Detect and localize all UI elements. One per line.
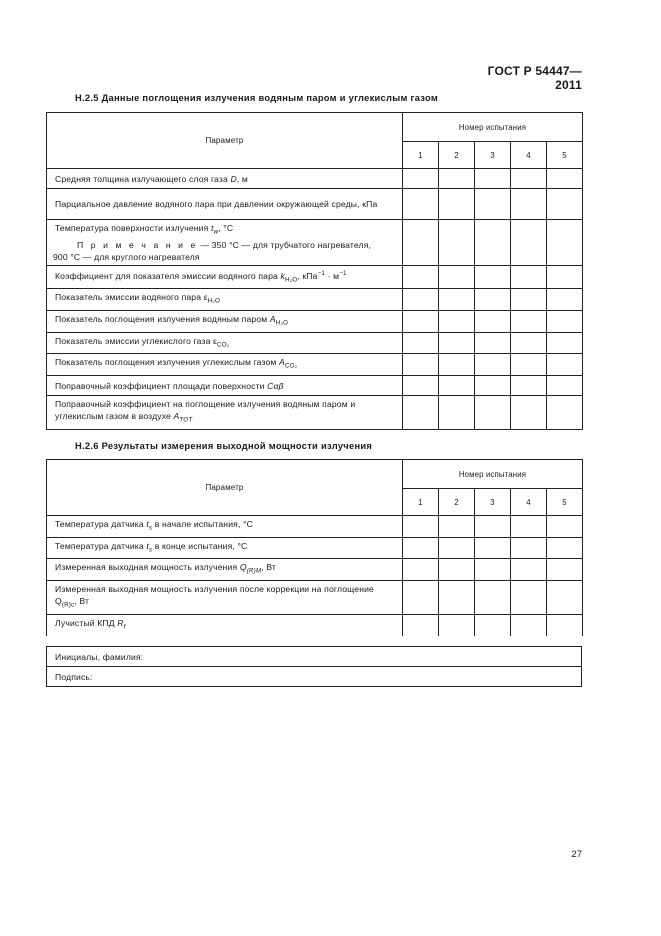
input-cell[interactable] (439, 396, 475, 430)
table-row (47, 354, 583, 376)
input-cell[interactable] (475, 376, 511, 396)
table-row (47, 537, 583, 559)
standard-code: ГОСТ Р 54447—2011 (487, 64, 582, 92)
input-cell[interactable] (547, 376, 583, 396)
table-row (47, 614, 583, 636)
input-cell[interactable] (511, 265, 547, 289)
table-row (47, 289, 583, 311)
input-cell[interactable] (439, 354, 475, 376)
input-cell[interactable] (547, 516, 583, 538)
note-label: П р и м е ч а н и е (77, 239, 198, 250)
input-cell[interactable] (403, 516, 439, 538)
param-sensor-temp-start: Температура датчика $t_s$ в начале испытания, °C (47, 516, 403, 538)
input-cell[interactable] (475, 559, 511, 581)
input-cell[interactable] (439, 559, 475, 581)
input-cell[interactable] (403, 559, 439, 581)
param-co2-absorption: Показатель поглощения излучения углекислым газом $A_{CO_2}$ (47, 354, 403, 376)
input-cell[interactable] (439, 614, 475, 636)
param-column-header: Параметр (47, 113, 403, 169)
input-cell[interactable] (439, 289, 475, 311)
input-cell[interactable] (511, 169, 547, 189)
table-row (47, 332, 583, 354)
input-cell[interactable] (547, 189, 583, 220)
signature-field[interactable]: Подпись: (47, 667, 582, 687)
param-surface-correction: Поправочный коэффициент площади поверхности Cαβ (47, 376, 403, 396)
input-cell[interactable] (403, 581, 439, 615)
input-cell[interactable] (439, 311, 475, 333)
input-cell[interactable] (547, 220, 583, 266)
table-row (47, 396, 583, 430)
test-number-1: 1 (403, 489, 439, 516)
test-number-header: Номер испытания (403, 113, 583, 142)
input-cell[interactable] (511, 581, 547, 615)
input-cell[interactable] (547, 396, 583, 430)
input-cell[interactable] (547, 311, 583, 333)
table-row (47, 559, 583, 581)
param-measured-output: Измеренная выходная мощность излучения $Q_{(R)M}$, Вт (47, 559, 403, 581)
initials-field[interactable]: Инициалы, фамилия: (47, 647, 582, 667)
section-title-h25: Н.2.5 Данные поглощения излучения водяным паром и углекислым газом (75, 93, 439, 103)
test-number-4: 4 (511, 489, 547, 516)
input-cell[interactable] (475, 581, 511, 615)
input-cell[interactable] (475, 537, 511, 559)
input-cell[interactable] (475, 614, 511, 636)
input-cell[interactable] (403, 396, 439, 430)
input-cell[interactable] (439, 581, 475, 615)
test-number-3: 3 (475, 142, 511, 169)
table-row (47, 516, 583, 538)
input-cell[interactable] (547, 169, 583, 189)
input-cell[interactable] (547, 354, 583, 376)
table-row (47, 189, 583, 220)
input-cell[interactable] (439, 189, 475, 220)
input-cell[interactable] (511, 189, 547, 220)
signature-block (46, 646, 582, 687)
input-cell[interactable] (403, 220, 439, 266)
test-number-5: 5 (547, 489, 583, 516)
param-co2-emission: Показатель эмиссии углекислого газа $\varepsilon_{CO_2}$ (47, 332, 403, 354)
input-cell[interactable] (475, 265, 511, 289)
input-cell[interactable] (511, 354, 547, 376)
table-row (47, 265, 583, 289)
test-number-4: 4 (511, 142, 547, 169)
input-cell[interactable] (547, 559, 583, 581)
param-total-absorption-correction: Поправочный коэффициент на поглощение излучения водяным паром и углекислым газом в воздухе $A_{TOT}$ (47, 396, 403, 430)
input-cell[interactable] (403, 189, 439, 220)
input-cell[interactable] (547, 614, 583, 636)
input-cell[interactable] (475, 332, 511, 354)
input-cell[interactable] (439, 220, 475, 266)
input-cell[interactable] (403, 376, 439, 396)
input-cell[interactable] (403, 169, 439, 189)
input-cell[interactable] (475, 169, 511, 189)
input-cell[interactable] (403, 537, 439, 559)
table-row (47, 169, 583, 189)
absorption-data-table (46, 112, 583, 430)
test-number-1: 1 (403, 142, 439, 169)
input-cell[interactable] (547, 537, 583, 559)
input-cell[interactable] (511, 537, 547, 559)
radiant-output-table (46, 459, 583, 636)
param-surface-temperature: Температура поверхности излучения $t_w$, °C П р и м е ч а н и е — 350 °C — для трубчатого нагревателя, 900 °C — для круглого нагревателя (47, 220, 403, 266)
table-row (47, 581, 583, 615)
input-cell[interactable] (475, 220, 511, 266)
input-cell[interactable] (511, 220, 547, 266)
input-cell[interactable] (403, 289, 439, 311)
input-cell[interactable] (547, 332, 583, 354)
input-cell[interactable] (547, 265, 583, 289)
input-cell[interactable] (511, 614, 547, 636)
input-cell[interactable] (511, 376, 547, 396)
input-cell[interactable] (475, 289, 511, 311)
param-radiant-efficiency: Лучистый КПД $R_f$ (47, 614, 403, 636)
test-number-2: 2 (439, 142, 475, 169)
input-cell[interactable] (403, 614, 439, 636)
input-cell[interactable] (439, 332, 475, 354)
param-column-header: Параметр (47, 460, 403, 516)
input-cell[interactable] (511, 516, 547, 538)
input-cell[interactable] (547, 581, 583, 615)
test-number-2: 2 (439, 489, 475, 516)
param-partial-pressure: Парциальное давление водяного пара при давлении окружающей среды, кПа (47, 189, 403, 220)
input-cell[interactable] (475, 189, 511, 220)
table-row (47, 220, 583, 266)
input-cell[interactable] (403, 311, 439, 333)
param-corrected-output: Измеренная выходная мощность излучения после коррекции на поглощение $Q_{(R)c}$, Вт (47, 581, 403, 615)
input-cell[interactable] (511, 332, 547, 354)
test-number-header: Номер испытания (403, 460, 583, 489)
input-cell[interactable] (475, 354, 511, 376)
table-row (47, 376, 583, 396)
table-row (47, 311, 583, 333)
input-cell[interactable] (511, 396, 547, 430)
input-cell[interactable] (475, 396, 511, 430)
param-layer-thickness: Средняя толщина излучающего слоя газа D, м (47, 169, 403, 189)
input-cell[interactable] (511, 311, 547, 333)
input-cell[interactable] (439, 537, 475, 559)
param-water-absorption: Показатель поглощения излучения водяным паром $A_{H_2O}$ (47, 311, 403, 333)
section-title-h26: Н.2.6 Результаты измерения выходной мощности излучения (75, 441, 373, 451)
input-cell[interactable] (547, 289, 583, 311)
param-emission-coefficient: Коэффициент для показателя эмиссии водяного пара $k_{H_2O}$, $кПа^{-1} \cdot м^{-1}$ (47, 265, 403, 289)
test-number-5: 5 (547, 142, 583, 169)
input-cell[interactable] (439, 265, 475, 289)
input-cell[interactable] (439, 169, 475, 189)
input-cell[interactable] (403, 354, 439, 376)
input-cell[interactable] (511, 559, 547, 581)
input-cell[interactable] (475, 311, 511, 333)
input-cell[interactable] (403, 265, 439, 289)
input-cell[interactable] (511, 289, 547, 311)
input-cell[interactable] (439, 376, 475, 396)
test-number-3: 3 (475, 489, 511, 516)
page-number: 27 (571, 849, 582, 860)
input-cell[interactable] (403, 332, 439, 354)
input-cell[interactable] (475, 516, 511, 538)
param-water-emission: Показатель эмиссии водяного пара $\varepsilon_{H_2O}$ (47, 289, 403, 311)
input-cell[interactable] (439, 516, 475, 538)
param-sensor-temp-end: Температура датчика $t_s$ в конце испытания, °C (47, 537, 403, 559)
